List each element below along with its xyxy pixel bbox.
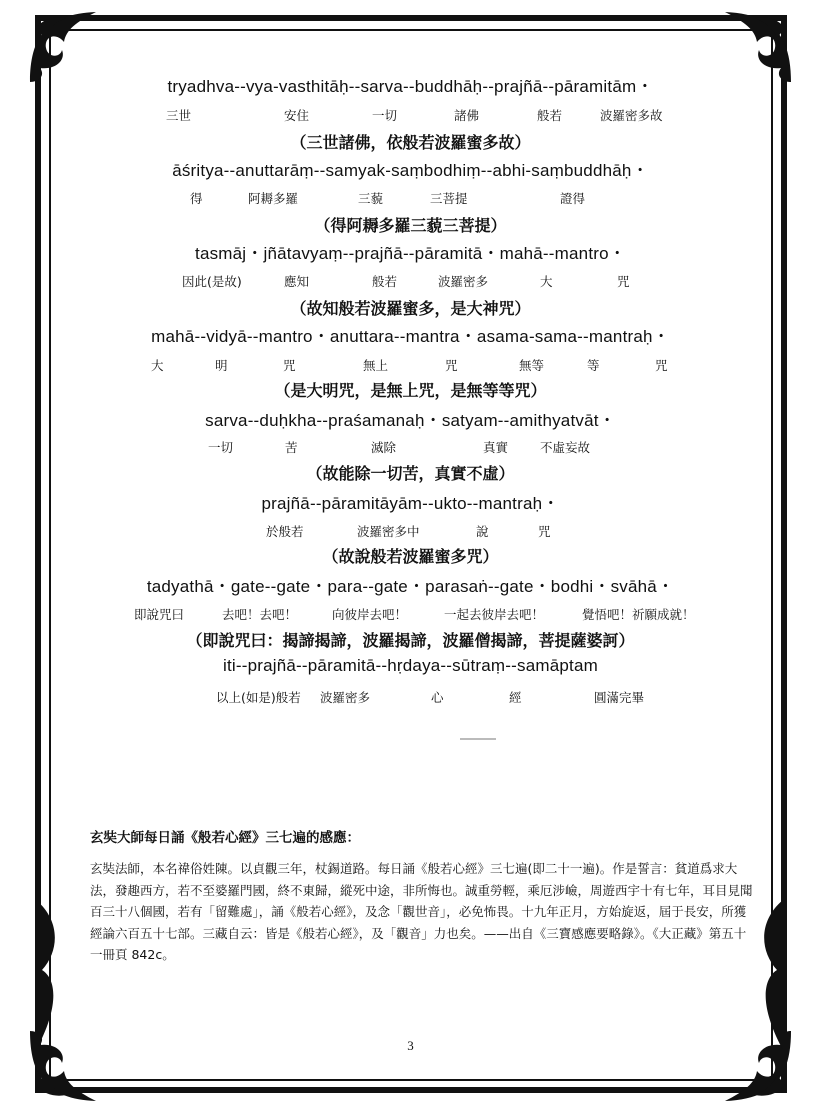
gloss-word: 波羅密多 [320, 690, 371, 705]
page-number: 3 [407, 1038, 414, 1053]
gloss-line [0, 605, 821, 623]
gloss-word: 諸佛 [454, 108, 480, 123]
gloss-word: 明 [215, 358, 228, 373]
essay-section [90, 826, 760, 962]
gloss-word: 應知 [284, 274, 310, 289]
gloss-word: 三世 [166, 108, 192, 123]
gloss-word: 一切 [372, 108, 398, 123]
gloss-line [0, 106, 821, 124]
gloss-word: 咒 [283, 358, 296, 373]
gloss-word: 波羅密多 [438, 274, 489, 289]
gloss-word: 阿耨多羅 [248, 191, 299, 206]
gloss-word: 得 [190, 191, 203, 206]
essay-body: 玄奘法師，本名禕俗姓陳。以貞觀三年，杖錫道路。每日誦《般若心經》三七遍(即二十一遍)。作是誓言：貧道爲求大法，發趣西方，若不至婆羅門國，終不東歸，縱死中途，非所悔也。誠重勞輕，乘厄涉嶮，周遊西宇十有七年，耳目見聞百三十八個國，若有「留難處」，誦《般若心經》，及念「觀世音」，必免怖畏。十九年正月，方始旋返，屆于長安，所獲經論六百五十七部。三藏自云：皆是《般若心經》，及「觀音」力也矣。——出自《三寶感應要略錄》。《大正藏》第五十一冊頁 842c。 [90, 861, 753, 962]
gloss-word: 經 [509, 690, 522, 705]
gloss-line [0, 189, 821, 207]
sanskrit-line: āśritya--anuttarāṃ--samyak-saṃbodhiṃ--abhi-saṃbuddhāḥ・ [172, 161, 649, 180]
sanskrit-line: iti--prajñā--pāramitā--hṛdaya--sūtraṃ--samāptam [223, 656, 598, 675]
gloss-word: 咒 [655, 358, 668, 373]
side-ornament-left [32, 900, 64, 1050]
gloss-word: 咒 [538, 524, 551, 539]
gloss-line [0, 356, 821, 374]
gloss-word: 即說咒曰 [134, 607, 185, 622]
gloss-word: 真實 [483, 440, 509, 455]
gloss-word: 一起去彼岸去吧！ [444, 607, 545, 622]
gloss-word: 等 [587, 358, 600, 373]
gloss-word: 去吧！去吧！ [222, 607, 298, 622]
gloss-word: 三菩提 [430, 191, 468, 206]
chinese-translation: （故知般若波羅蜜多，是大神咒） [290, 299, 531, 318]
gloss-word: 不虛妄故 [540, 440, 591, 455]
sanskrit-line: mahā--vidyā--mantro・anuttara--mantra・asama-sama--mantraḥ・ [151, 327, 670, 346]
gloss-word: 一切 [208, 440, 234, 455]
sanskrit-line: sarva--duḥkha--praśamanaḥ・satyam--amithyatvāt・ [205, 411, 616, 430]
chinese-translation: （三世諸佛，依般若波羅蜜多故） [290, 133, 531, 152]
gloss-word: 波羅密多故 [600, 108, 663, 123]
gloss-word: 大 [151, 358, 164, 373]
chinese-translation: （即說咒曰：揭諦揭諦，波羅揭諦，波羅僧揭諦，菩提薩婆訶） [186, 631, 635, 650]
gloss-word: 圓滿完畢 [594, 690, 645, 705]
gloss-word: 說 [476, 524, 489, 539]
gloss-word: 苦 [285, 440, 298, 455]
chinese-translation: （故能除一切苦，真實不虛） [306, 464, 515, 483]
side-ornament-right [755, 900, 787, 1050]
gloss-word: 三藐 [358, 191, 384, 206]
chinese-translation: （得阿耨多羅三藐三菩提） [314, 216, 507, 235]
gloss-word: 無等 [519, 358, 545, 373]
gloss-word: 以上(如是)般若 [216, 690, 301, 705]
gloss-word: 證得 [560, 191, 586, 206]
gloss-word: 咒 [617, 274, 630, 289]
gloss-word: 於般若 [266, 524, 304, 539]
sanskrit-line: tasmāj・jñātavyaṃ--prajñā--pāramitā・mahā--mantro・ [195, 244, 626, 263]
gloss-word: 向彼岸去吧！ [332, 607, 408, 622]
gloss-word: 滅除 [371, 440, 397, 455]
sanskrit-line: prajñā--pāramitāyām--ukto--mantraḥ・ [261, 494, 560, 513]
gloss-word: 般若 [372, 274, 398, 289]
gloss-line [0, 272, 821, 290]
gloss-line [0, 688, 821, 706]
sanskrit-line: tryadhva--vya-vasthitāḥ--sarva--buddhāḥ--prajñā--pāramitām・ [167, 77, 654, 96]
sanskrit-line: tadyathā・gate--gate・para--gate・parasaṅ--gate・bodhi・svāhā・ [146, 577, 675, 596]
gloss-line [0, 438, 821, 456]
gloss-word: 無上 [363, 358, 389, 373]
essay-title: 玄奘大師每日誦《般若心經》三七遍的感應： [90, 830, 360, 846]
gloss-word: 咒 [445, 358, 458, 373]
gloss-word: 心 [431, 690, 444, 705]
gloss-line [0, 522, 821, 540]
chinese-translation: （是大明咒，是無上咒，是無等等咒） [274, 381, 547, 400]
gloss-word: 波羅密多中 [357, 524, 420, 539]
gloss-word: 安住 [284, 108, 310, 123]
divider-mark [460, 738, 496, 740]
gloss-word: 因此(是故) [182, 274, 242, 289]
gloss-word: 覺悟吧！祈願成就！ [582, 607, 695, 622]
gloss-word: 般若 [537, 108, 563, 123]
gloss-word: 大 [540, 274, 553, 289]
chinese-translation: （故說般若波羅蜜多咒） [322, 547, 499, 566]
